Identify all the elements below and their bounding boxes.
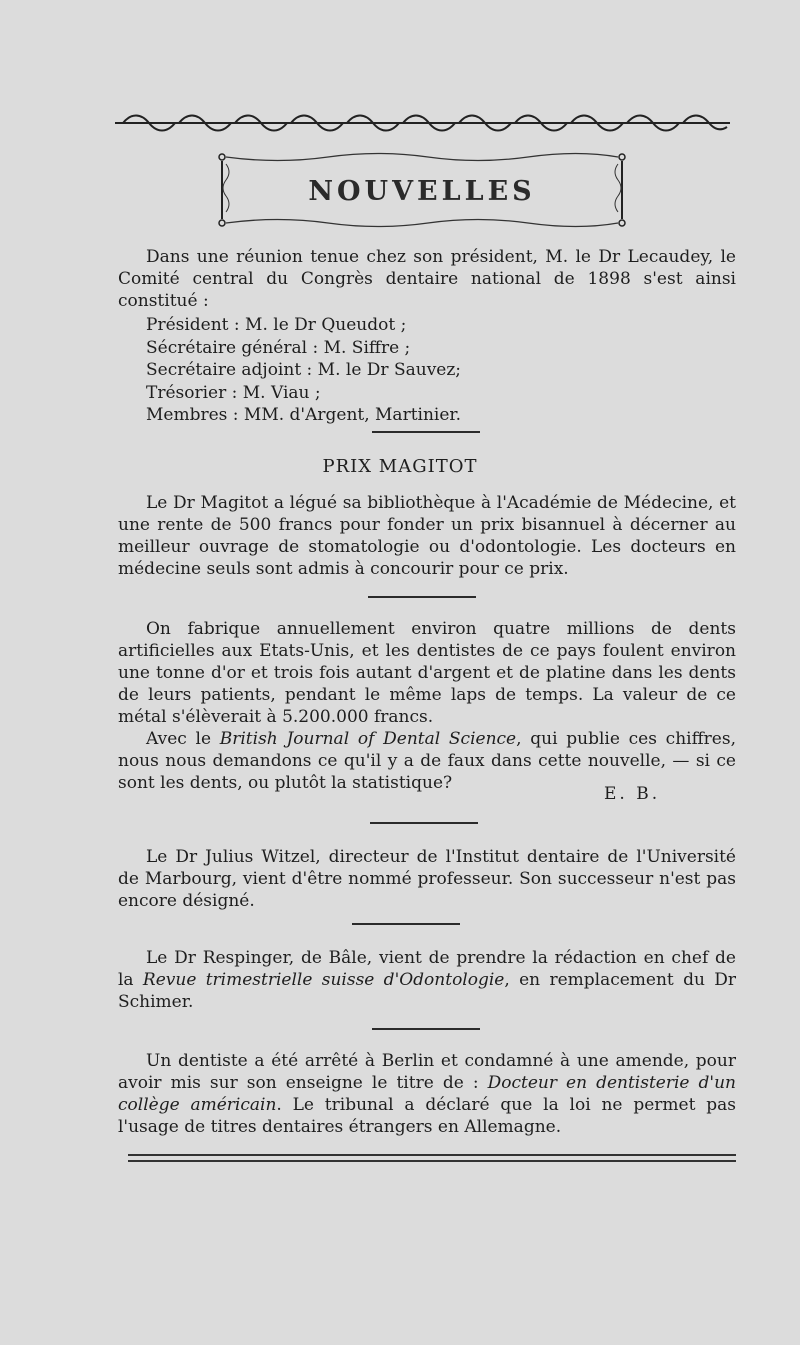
section-title: NOUVELLES (308, 176, 536, 207)
berlin-text-pre: Un dentiste a été arrêté à Berlin et condamné à une amende, pour avoir mis sur son enseigne le titre de : (118, 1051, 736, 1093)
journal-title: Revue trimestrielle suisse d'Odontologie (142, 970, 505, 990)
ornament-border-icon (115, 112, 730, 134)
separator-rule (352, 923, 460, 925)
list-item: Président : M. le Dr Queudot ; (146, 315, 407, 335)
fabrique-paragraph (118, 618, 736, 794)
berlin-text-post: . Le tribunal a déclaré que la loi ne permet pas l'usage de titres dentaires étrangers en Allemagne. (118, 1095, 736, 1137)
committee-text: Dans une réunion tenue chez son président, M. le Dr Lecaudey, le Comité central du Congrès dentaire national de 1898 s'est ainsi constitué : (118, 247, 736, 311)
witzel-text: Le Dr Julius Witzel, directeur de l'Institut dentaire de l'Université de Marbourg, vient d'être nommé professeur. Son successeur n'est pas encore désigné. (118, 847, 736, 911)
diploma-title: Docteur en dentisterie d'un collège américain (118, 1073, 736, 1115)
list-item: Trésorier : M. Viau ; (146, 382, 321, 403)
fabrique-text-2-pre: Avec le (146, 729, 220, 749)
prix-heading: PRIX MAGITOT (322, 456, 478, 477)
committee-paragraph (118, 246, 736, 312)
signature: E. B. (604, 784, 661, 804)
bottom-rule (128, 1160, 736, 1162)
prix-text: Le Dr Magitot a légué sa bibliothèque à l'Académie de Médecine, et une rente de 500 francs pour fonder un prix bisannuel à décerner au meilleur ouvrage de stomatologie ou d'odontologie. Les docteurs en médecine seuls sont admis à concourir pour ce prix. (118, 493, 736, 579)
separator-rule (370, 822, 478, 824)
separator-rule (368, 596, 476, 598)
prix-paragraph (118, 492, 736, 580)
journal-title: British Journal of Dental Science (219, 729, 517, 749)
bottom-rule (128, 1154, 736, 1156)
respinger-text (118, 947, 736, 1013)
berlin-text (118, 1050, 736, 1138)
committee-members-list (146, 314, 461, 427)
section-title-frame (218, 152, 626, 228)
separator-rule (372, 1028, 480, 1030)
list-item: Membres : MM. d'Argent, Martinier. (146, 405, 462, 425)
fabrique-text: On fabrique annuellement environ quatre millions de dents artificielles aux Etats-Unis, et les dentistes de ce pays foulent environ une tonne d'or et trois fois autant d'argent et de platine dans les dents de leurs patients, pendant le même laps de temps. La valeur de ce métal s'élèverait à 5.200.000 francs. (118, 619, 736, 727)
witzel-paragraph (118, 846, 736, 912)
respinger-paragraph (118, 947, 736, 1013)
berlin-paragraph (118, 1050, 736, 1138)
respinger-text-post: , en remplacement du Dr Schimer. (118, 970, 737, 1012)
list-item: Sécrétaire général : M. Siffre ; (146, 337, 411, 358)
fabrique-text-2-post: , qui publie ces chiffres, nous nous demandons ce qu'il y a de faux dans cette nouvelle, — si ce sont les dents, ou plutôt la statistique? (118, 729, 736, 793)
respinger-text-pre: Le Dr Respinger, de Bâle, vient de prendre la rédaction en chef de la (118, 948, 736, 990)
list-item: Secrétaire adjoint : M. le Dr Sauvez; (146, 360, 462, 380)
separator-rule (372, 431, 480, 433)
